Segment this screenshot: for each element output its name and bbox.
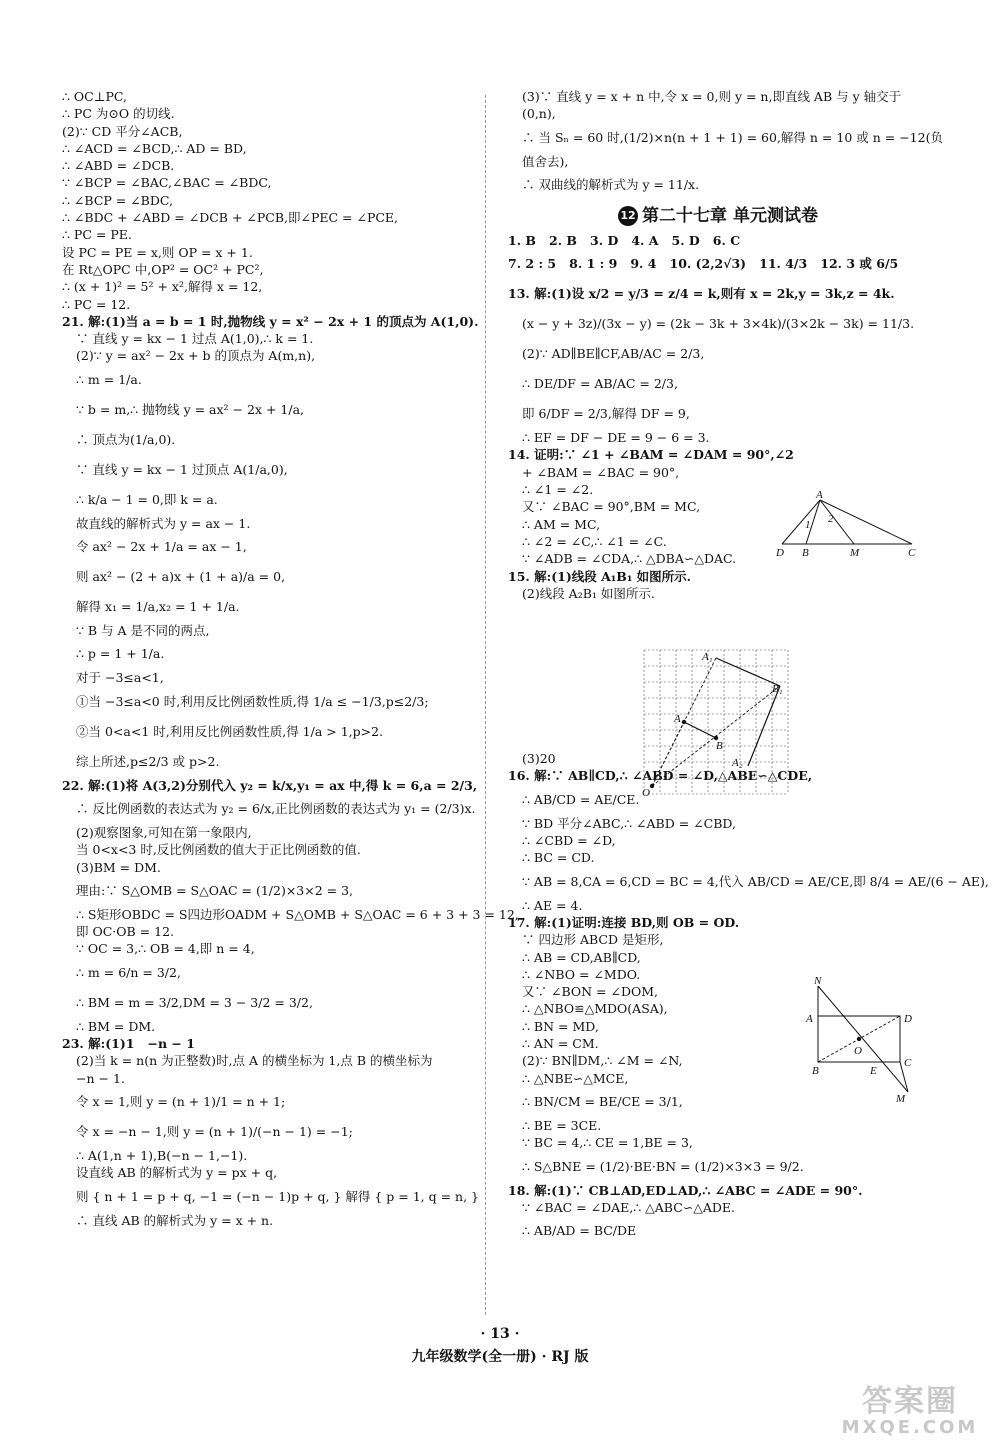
text-line: ∴ ∠NBO = ∠MDO. — [522, 966, 641, 982]
text-line: 设直线 AB 的解析式为 y = px + q, — [76, 1165, 278, 1181]
text-line: 22. 解:(1)将 A(3,2)分别代入 y₂ = k/x,y₁ = ax 中,得 k = 6,a = 2/3, — [62, 777, 478, 793]
fig14-segment-am — [820, 500, 854, 544]
text-line: 综上所述,p≤2/3 或 p>2. — [76, 753, 220, 769]
text-line: (2)∵ BN∥DM,∴ ∠M = ∠N, — [522, 1053, 683, 1069]
text-line: 则 { n + 1 = p + q, −1 = (−n − 1)p + q, } 解得 { p = 1, q = n, } — [76, 1188, 480, 1204]
text-line: ∴ △NBE∽△MCE, — [522, 1070, 629, 1086]
text-line: 15. 解:(1)线段 A₁B₁ 如图所示. — [508, 568, 692, 584]
watermark-url: MXQE.COM — [841, 1417, 979, 1438]
text-line: ∴ BE = 3CE. — [522, 1117, 602, 1133]
text-line: 16. 解:∵ AB∥CD,∴ ∠ABD = ∠D,△ABE∽△CDE, — [508, 768, 813, 784]
text-line: ∴ BN/CM = BE/CE = 3/1, — [522, 1093, 683, 1109]
text-line: 令 x = −n − 1,则 y = (n + 1)/(−n − 1) = −1; — [76, 1123, 353, 1139]
text-line: 14. 证明:∵ ∠1 + ∠BAM = ∠DAM = 90°,∠2 — [508, 447, 794, 463]
text-line: ∴ k/a − 1 = 0,即 k = a. — [76, 491, 218, 507]
text-line: ∴ AN = CM. — [522, 1036, 599, 1052]
text-line: ∴ BM = m = 3/2,DM = 3 − 3/2 = 3/2, — [76, 994, 313, 1010]
chapter-heading — [508, 200, 928, 232]
text-line: 在 Rt△OPC 中,OP² = OC² + PC², — [62, 261, 264, 277]
text-line: ∴ 双曲线的解析式为 y = 11/x. — [522, 176, 700, 192]
figure-17-rectangle — [800, 976, 922, 1104]
text-line: 23. 解:(1)1 −n − 1 — [62, 1036, 195, 1052]
text-line: ∴ AB/AD = BC/DE — [522, 1223, 637, 1239]
text-line: + ∠BAM = ∠BAC = 90°, — [522, 464, 680, 480]
text-line: 又∵ ∠BON = ∠DOM, — [522, 984, 658, 1000]
fig15-point-a — [682, 720, 686, 724]
fig14-angle-2: 2 — [828, 513, 834, 525]
fig17-label-a: A — [806, 1013, 813, 1025]
text-line: ∴ ∠BDC + ∠ABD = ∠DCB + ∠PCB,即∠PEC = ∠PCE, — [62, 210, 399, 226]
fig14-label-b: B — [802, 547, 809, 559]
fig15-label-a1: A₁ — [702, 651, 713, 663]
fig14-label-d: D — [776, 547, 784, 559]
column-divider — [485, 95, 486, 1315]
text-line: ∵ BD 平分∠ABC,∴ ∠ABD = ∠CBD, — [522, 815, 736, 831]
text-line: (3)∵ 直线 y = x + n 中,令 x = 0,则 y = n,即直线 AB 与 y 轴交于 — [522, 89, 902, 104]
text-line: ∴ ∠BCP = ∠BDC, — [62, 192, 173, 208]
text-line: (3)BM = DM. — [76, 859, 161, 875]
text-line: (0,n), — [522, 106, 556, 122]
text-line: 令 x = 1,则 y = (n + 1)/1 = n + 1; — [76, 1093, 286, 1109]
text-line: 即 6/DF = 2/3,解得 DF = 9, — [522, 406, 690, 422]
text-line: ∴ 直线 AB 的解析式为 y = x + n. — [76, 1212, 274, 1228]
chapter-title: 第二十七章 单元测试卷 — [642, 205, 818, 226]
text-line: ∵ 直线 y = kx − 1 过点 A(1,0),∴ k = 1. — [76, 331, 314, 347]
text-line: 对于 −3≤a<1, — [76, 670, 164, 686]
book-title: 九年级数学(全一册) · RJ 版 — [411, 1349, 589, 1365]
text-line: ∵ BC = 4,∴ CE = 1,BE = 3, — [522, 1135, 693, 1151]
text-line: ∴ △NBO≌△MDO(ASA), — [522, 1001, 668, 1017]
text-line: ②当 0<a<1 时,利用反比例函数性质,得 1/a > 1,p>2. — [76, 723, 384, 739]
text-line: ∵ OC = 3,∴ OB = 4,即 n = 4, — [76, 941, 255, 957]
fig14-angle-1: 1 — [805, 519, 811, 531]
text-line: (x − y + 3z)/(3x − y) = (2k − 3k + 3×4k)/(3×2k − 3k) = 11/3. — [522, 316, 915, 332]
text-line: ∴ AM = MC, — [522, 516, 601, 532]
text-line: ∴ PC = PE. — [62, 227, 132, 243]
text-line: ∴ ∠ACD = ∠BCD,∴ AD = BD, — [62, 140, 247, 156]
text-line: 解得 x₁ = 1/a,x₂ = 1 + 1/a. — [76, 599, 240, 615]
fig17-label-n: N — [814, 975, 822, 987]
fig15-label-o: O — [642, 787, 650, 799]
text-line: ①当 −3≤a<0 时,利用反比例函数性质,得 1/a ≤ −1/3,p≤2/3; — [76, 693, 429, 709]
fig17-label-o: O — [854, 1045, 862, 1057]
text-line: (2)∵ CD 平分∠ACB, — [62, 123, 183, 139]
text-line: (2)观察图象,可知在第一象限内, — [76, 824, 252, 840]
text-line: ∴ ∠1 = ∠2. — [522, 482, 594, 498]
text-line: ∴ BN = MD, — [522, 1018, 599, 1034]
text-line: ∵ 四边形 ABCD 是矩形, — [522, 932, 664, 948]
text-line: ∴ EF = DF − DE = 9 − 6 = 3. — [522, 430, 710, 446]
text-line: 13. 解:(1)设 x/2 = y/3 = z/4 = k,则有 x = 2k,y = 3k,z = 4k. — [508, 286, 895, 302]
fig17-label-b: B — [812, 1065, 819, 1077]
text-line: ∵ ∠ADB = ∠CDA,∴ △DBA∽△DAC. — [522, 551, 737, 567]
text-line: 设 PC = PE = x,则 OP = x + 1. — [62, 244, 253, 260]
text-line: ∴ S矩形OBDC = S四边形OADM + S△OMB + S△OAC = 6 + 3 + 3 = 12, — [76, 906, 519, 922]
page-number: · 13 · — [480, 1326, 520, 1342]
text-line: ∵ AB = 8,CA = 6,CD = BC = 4,代入 AB/CD = AE/CE,即 8/4 = AE/(6 − AE), — [522, 873, 989, 889]
text-line: ∵ B 与 A 是不同的两点, — [76, 623, 210, 639]
fig15-label-a: A — [674, 713, 681, 725]
text-line: 17. 解:(1)证明:连接 BD,则 OB = OD. — [508, 914, 740, 930]
text-line: ∴ p = 1 + 1/a. — [76, 646, 165, 662]
text-line: (3)20 — [522, 751, 556, 767]
text-line: ∴ AB = CD,AB∥CD, — [522, 949, 641, 965]
text-line: ∴ ∠ABD = ∠DCB. — [62, 158, 175, 174]
text-line: 则 ax² − (2 + a)x + (1 + a)/a = 0, — [76, 569, 286, 585]
text-line: 故直线的解析式为 y = ax − 1. — [76, 515, 251, 531]
text-line: (2)当 k = n(n 为正整数)时,点 A 的横坐标为 1,点 B 的横坐标为 — [76, 1053, 433, 1069]
fig17-label-m: M — [896, 1093, 906, 1105]
fig15-label-b1: B₁ — [772, 683, 783, 695]
watermark-text: 答案圈 — [862, 1384, 958, 1419]
fig15-label-a2: A₂ — [732, 757, 743, 769]
fig14-segment-ad — [782, 500, 820, 544]
fig17-label-e: E — [870, 1065, 877, 1077]
fig17-label-c: C — [904, 1057, 912, 1069]
text-line: ∴ DE/DF = AB/AC = 2/3, — [522, 376, 678, 392]
text-line: 理由:∵ S△OMB = S△OAC = (1/2)×3×2 = 3, — [76, 882, 354, 898]
text-line: ∴ ∠CBD = ∠D, — [522, 833, 616, 849]
fig17-segment-nm — [818, 986, 908, 1092]
text-line: ∴ 反比例函数的表达式为 y₂ = 6/x,正比例函数的表达式为 y₁ = (2/3)x. — [76, 800, 476, 816]
fig14-label-c: C — [908, 547, 916, 559]
text-line: ∵ ∠BCP = ∠BAC,∠BAC = ∠BDC, — [62, 175, 272, 191]
text-line: 7. 2 : 5 8. 1 : 9 9. 4 10. (2,2√3) 11. 4/3 12. 3 或 6/5 — [508, 256, 899, 272]
text-line: ∴ ∠2 = ∠C,∴ ∠1 = ∠C. — [522, 533, 667, 549]
text-line: ∵ b = m,∴ 抛物线 y = ax² − 2x + 1/a, — [76, 401, 305, 417]
text-line: 当 0<x<3 时,反比例函数的值大于正比例函数的值. — [76, 842, 361, 858]
text-line: ∴ (x + 1)² = 5² + x²,解得 x = 12, — [62, 279, 263, 295]
text-line: ∴ m = 6/n = 3/2, — [76, 964, 181, 980]
fig15-label-b: B — [716, 740, 723, 752]
text-line: ∴ m = 1/a. — [76, 371, 142, 387]
text-line: (2)∵ y = ax² − 2x + b 的顶点为 A(m,n), — [76, 348, 316, 364]
fig14-label-m: M — [850, 547, 860, 559]
text-line: 18. 解:(1)∵ CB⊥AD,ED⊥AD,∴ ∠ABC = ∠ADE = 90°. — [508, 1182, 863, 1198]
text-line: (2)线段 A₂B₁ 如图所示. — [522, 585, 655, 601]
text-line: 令 ax² − 2x + 1/a = ax − 1, — [76, 539, 247, 555]
fig17-label-d: D — [904, 1013, 912, 1025]
text-line: ∴ BM = DM. — [76, 1018, 156, 1034]
fig15-dash-oa — [652, 722, 684, 786]
text-line: ∴ OC⊥PC, — [62, 89, 127, 104]
text-line: 1. B 2. B 3. D 4. A 5. D 6. C — [508, 232, 741, 248]
text-line: 又∵ ∠BAC = 90°,BM = MC, — [522, 499, 701, 515]
fig14-label-a: A — [816, 489, 823, 501]
text-line: −n − 1. — [76, 1070, 125, 1086]
left-column — [62, 88, 519, 1229]
text-line: ∴ PC 为⊙O 的切线. — [62, 106, 175, 122]
text-line: (2)∵ AD∥BE∥CF,AB/AC = 2/3, — [522, 346, 705, 362]
text-line: ∴ 当 Sₙ = 60 时,(1/2)×n(n + 1 + 1) = 60,解得 n = 10 或 n = −12(负 — [522, 129, 943, 145]
fig15-point-o — [650, 784, 654, 788]
text-line: ∴ A(1,n + 1),B(−n − 1,−1). — [76, 1147, 248, 1163]
figure-15-grid — [640, 646, 800, 802]
fig14-segment-ac — [820, 500, 912, 544]
text-line: ∵ ∠BAC = ∠DAE,∴ △ABC∽△ADE. — [522, 1199, 736, 1215]
text-line: 值舍去), — [522, 153, 569, 169]
text-line: ∴ BC = CD. — [522, 850, 595, 866]
text-line: ∴ AB/CD = AE/CE. — [522, 791, 640, 807]
fig17-point-o — [857, 1037, 861, 1041]
text-line: ∴ PC = 12. — [62, 296, 131, 312]
watermark-logo — [840, 1385, 980, 1440]
text-line: ∴ S△BNE = (1/2)·BE·BN = (1/2)×3×3 = 9/2. — [522, 1158, 804, 1174]
right-top-block — [508, 88, 943, 200]
text-line: 即 OC·OB = 12. — [76, 924, 174, 940]
text-line: ∵ 直线 y = kx − 1 过顶点 A(1/a,0), — [76, 461, 288, 477]
chapter-badge: 12 — [618, 206, 638, 226]
figure-14-triangle — [772, 488, 922, 560]
text-line: ∴ 顶点为(1/a,0). — [76, 431, 176, 447]
text-line: ∴ AE = 4. — [522, 897, 583, 913]
text-line: 21. 解:(1)当 a = b = 1 时,抛物线 y = x² − 2x + 1 的顶点为 A(1,0). — [62, 313, 479, 329]
